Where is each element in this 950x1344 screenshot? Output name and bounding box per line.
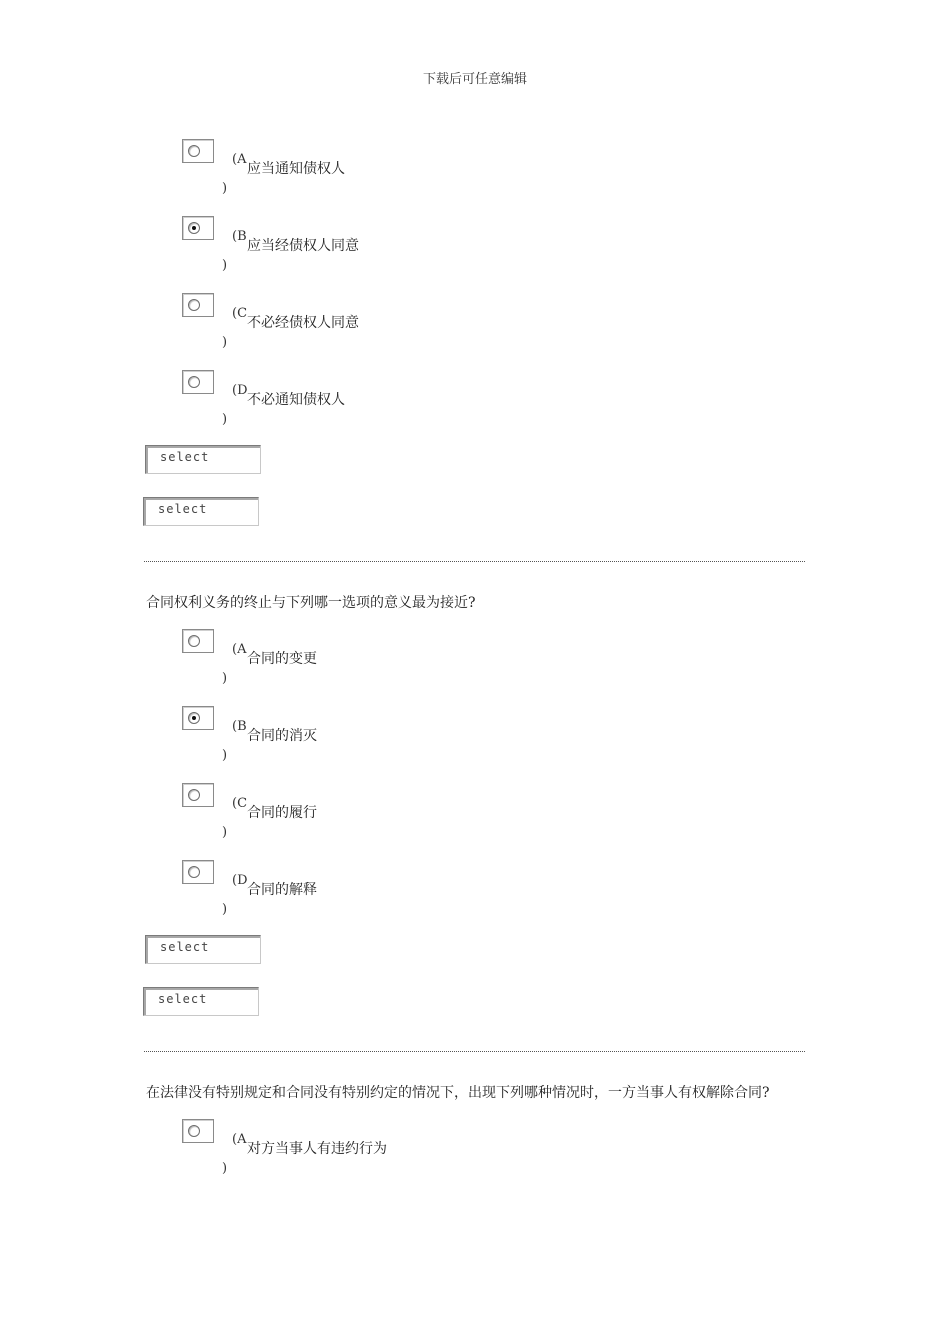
option-q1-d[interactable] (0, 370, 950, 430)
option-letter: (C (232, 796, 248, 811)
question-text: 合同权利义务的终止与下列哪一选项的意义最为接近? (146, 595, 476, 611)
option-letter: (B (232, 719, 247, 734)
radio-button[interactable] (182, 139, 214, 163)
page-header: 下载后可任意编辑 (422, 72, 527, 87)
option-close-paren: ) (222, 335, 228, 350)
radio-circle-icon (188, 1125, 200, 1137)
radio-circle-icon (188, 789, 200, 801)
radio-circle-icon (188, 712, 200, 724)
option-q1-c[interactable] (0, 293, 950, 353)
option-q2-b[interactable] (0, 706, 950, 766)
radio-button[interactable] (182, 860, 214, 884)
select-button[interactable]: select (143, 987, 259, 1016)
option-close-paren: ) (222, 181, 228, 196)
radio-circle-icon (188, 145, 200, 157)
radio-selected-dot-icon (192, 226, 196, 230)
option-label: 对方当事人有违约行为 (247, 1141, 387, 1157)
option-letter: (A (232, 1132, 247, 1147)
option-label: 合同的解释 (247, 882, 317, 898)
radio-selected-dot-icon (192, 716, 196, 720)
option-label: 合同的履行 (247, 805, 317, 821)
radio-circle-icon (188, 376, 200, 388)
question-text: 在法律没有特别规定和合同没有特别约定的情况下，出现下列哪种情况时，一方当事人有权解除合同? (146, 1085, 770, 1101)
radio-button[interactable] (182, 1119, 214, 1143)
option-close-paren: ) (222, 258, 228, 273)
section-divider (144, 1051, 805, 1052)
select-button[interactable]: select (143, 497, 259, 526)
section-divider (144, 561, 805, 562)
option-letter: (D (232, 383, 248, 398)
option-close-paren: ) (222, 825, 228, 840)
option-letter: (B (232, 229, 247, 244)
option-letter: (A (232, 642, 247, 657)
radio-button[interactable] (182, 216, 214, 240)
option-q3-a[interactable] (0, 1119, 950, 1179)
radio-button[interactable] (182, 293, 214, 317)
radio-button[interactable] (182, 783, 214, 807)
radio-button[interactable] (182, 629, 214, 653)
select-button[interactable]: select (145, 935, 261, 964)
option-q2-d[interactable] (0, 860, 950, 920)
option-label: 应当通知债权人 (247, 161, 345, 177)
option-label: 应当经债权人同意 (247, 238, 359, 254)
option-label: 合同的消灭 (247, 728, 317, 744)
radio-circle-icon (188, 222, 200, 234)
option-close-paren: ) (222, 412, 228, 427)
radio-button[interactable] (182, 370, 214, 394)
option-close-paren: ) (222, 748, 228, 763)
select-button[interactable]: select (145, 445, 261, 474)
radio-circle-icon (188, 635, 200, 647)
radio-button[interactable] (182, 706, 214, 730)
option-q2-c[interactable] (0, 783, 950, 843)
option-close-paren: ) (222, 671, 228, 686)
option-letter: (A (232, 152, 247, 167)
option-q1-a[interactable] (0, 139, 950, 199)
option-letter: (C (232, 306, 248, 321)
option-close-paren: ) (222, 902, 228, 917)
radio-circle-icon (188, 299, 200, 311)
option-q1-b[interactable] (0, 216, 950, 276)
option-close-paren: ) (222, 1161, 228, 1176)
option-letter: (D (232, 873, 248, 888)
radio-circle-icon (188, 866, 200, 878)
option-label: 不必通知债权人 (247, 392, 345, 408)
option-label: 不必经债权人同意 (247, 315, 359, 331)
option-label: 合同的变更 (247, 651, 317, 667)
option-q2-a[interactable] (0, 629, 950, 689)
